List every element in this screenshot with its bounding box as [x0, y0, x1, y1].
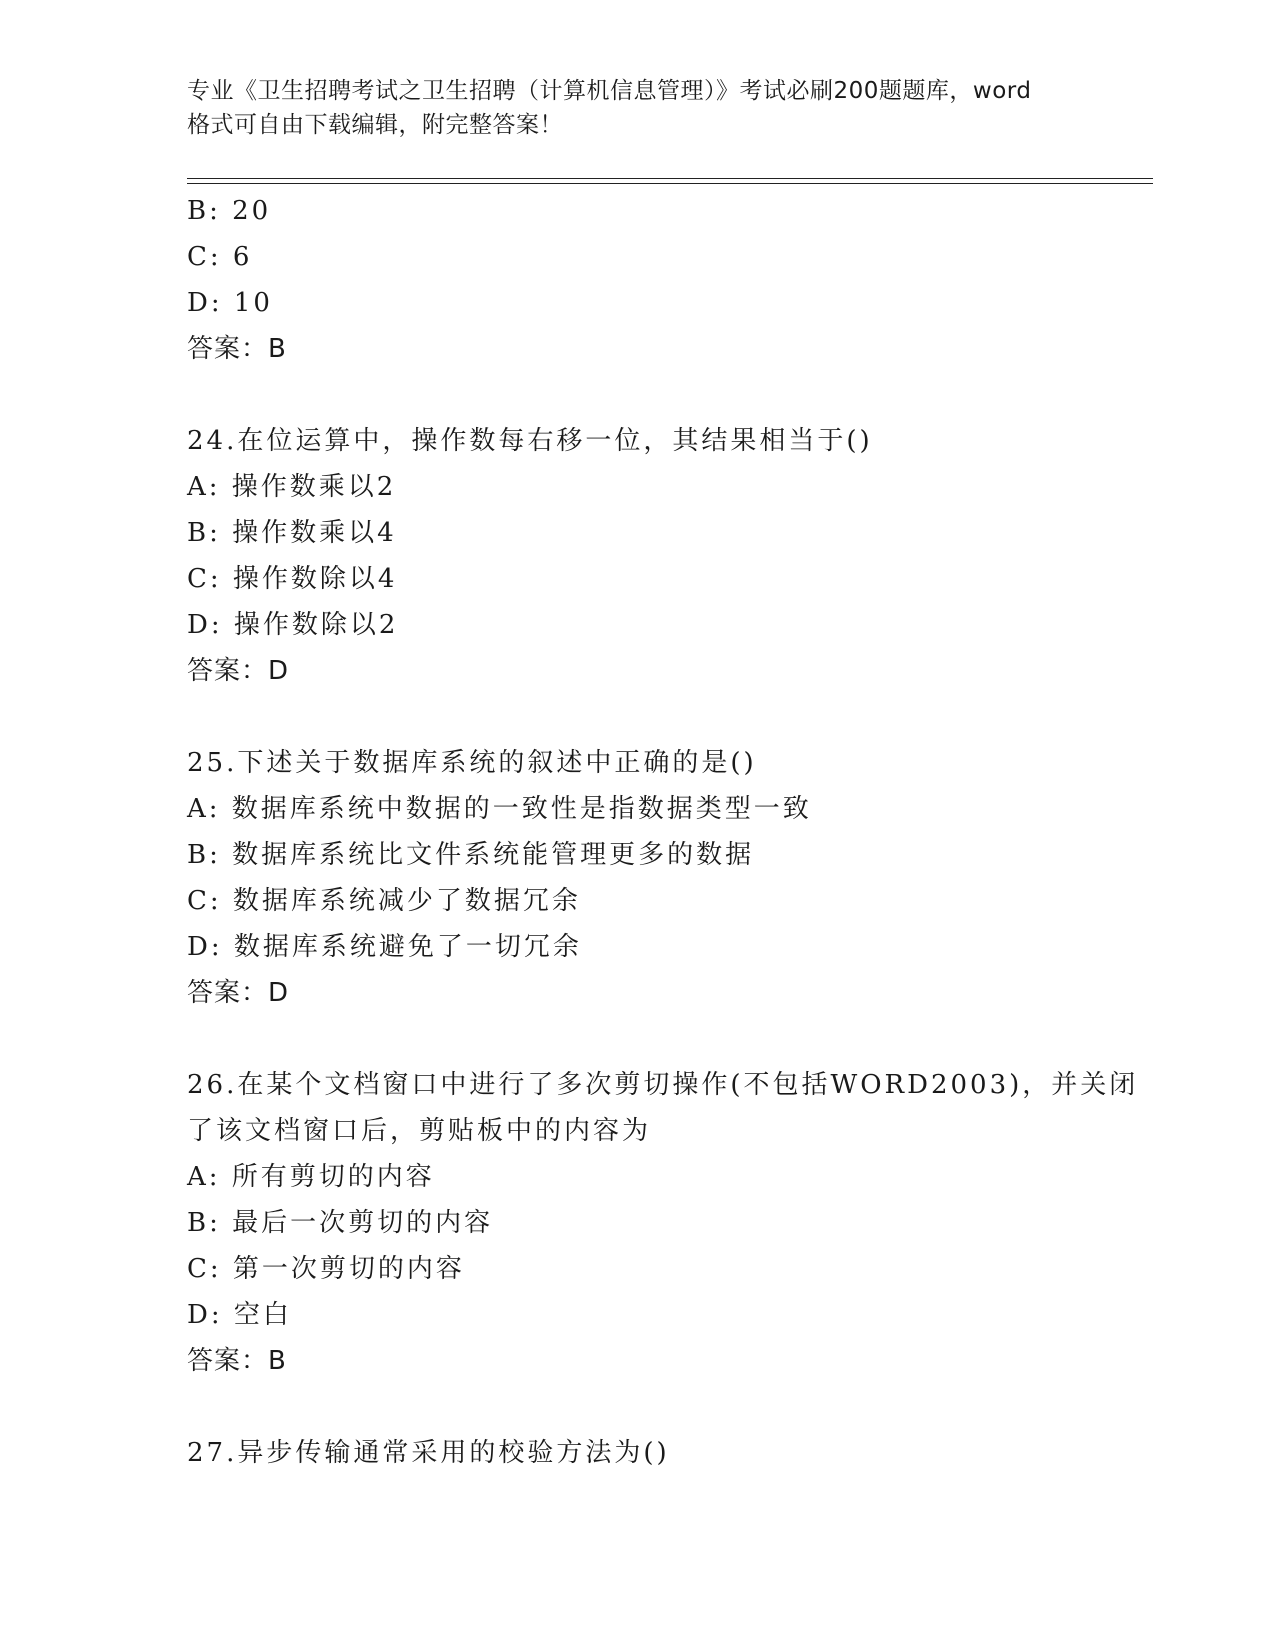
header-divider-bottom — [187, 183, 1153, 184]
q24-option-b: B: 操作数乘以4 — [187, 518, 397, 548]
spacer — [187, 372, 1087, 418]
q24-question: 24.在位运算中，操作数每右移一位，其结果相当于() — [187, 426, 873, 456]
q26-question-line-2: 了该文档窗口后，剪贴板中的内容为 — [187, 1116, 652, 1146]
q25-option-c: C: 数据库系统减少了数据冗余 — [187, 886, 581, 916]
header-title-line-1: 专业《卫生招聘考试之卫生招聘（计算机信息管理）》考试必刷200题题库，word — [187, 78, 1032, 104]
q27-question: 27.异步传输通常采用的校验方法为() — [187, 1438, 670, 1468]
spacer — [187, 694, 1087, 740]
q23-option-c: C: 6 — [187, 242, 253, 272]
question-25-block — [187, 740, 1087, 1016]
q25-question: 25.下述关于数据库系统的叙述中正确的是() — [187, 748, 757, 778]
question-23-block — [187, 188, 1087, 372]
q24-option-c: C: 操作数除以4 — [187, 564, 398, 594]
spacer — [187, 1016, 1087, 1062]
q26-option-c: C: 第一次剪切的内容 — [187, 1254, 465, 1284]
q23-option-b: B: 20 — [187, 196, 272, 226]
q26-option-d: D: 空白 — [187, 1300, 292, 1330]
q25-option-a: A: 数据库系统中数据的一致性是指数据类型一致 — [187, 794, 812, 824]
q26-option-b: B: 最后一次剪切的内容 — [187, 1208, 494, 1238]
q26-question-line-1: 26.在某个文档窗口中进行了多次剪切操作(不包括WORD2003)，并关闭 — [187, 1070, 1139, 1100]
q23-answer: 答案：B — [187, 334, 287, 364]
q25-answer: 答案：D — [187, 978, 290, 1008]
header-title-line-2: 格式可自由下载编辑，附完整答案！ — [187, 112, 563, 138]
question-list — [187, 188, 1139, 1476]
question-27-block — [187, 1430, 1087, 1476]
q25-option-b: B: 数据库系统比文件系统能管理更多的数据 — [187, 840, 755, 870]
question-24-block — [187, 418, 1087, 694]
spacer — [187, 1384, 1087, 1430]
q24-option-d: D: 操作数除以2 — [187, 610, 399, 640]
document-header — [187, 74, 1087, 142]
question-26-block — [187, 1062, 1139, 1384]
q24-answer: 答案：D — [187, 656, 290, 686]
q26-answer: 答案：B — [187, 1346, 287, 1376]
q24-option-a: A: 操作数乘以2 — [187, 472, 397, 502]
q26-option-a: A: 所有剪切的内容 — [187, 1162, 435, 1192]
q25-option-d: D: 数据库系统避免了一切冗余 — [187, 932, 582, 962]
header-divider-top — [187, 178, 1153, 179]
q23-option-d: D: 10 — [187, 288, 273, 318]
